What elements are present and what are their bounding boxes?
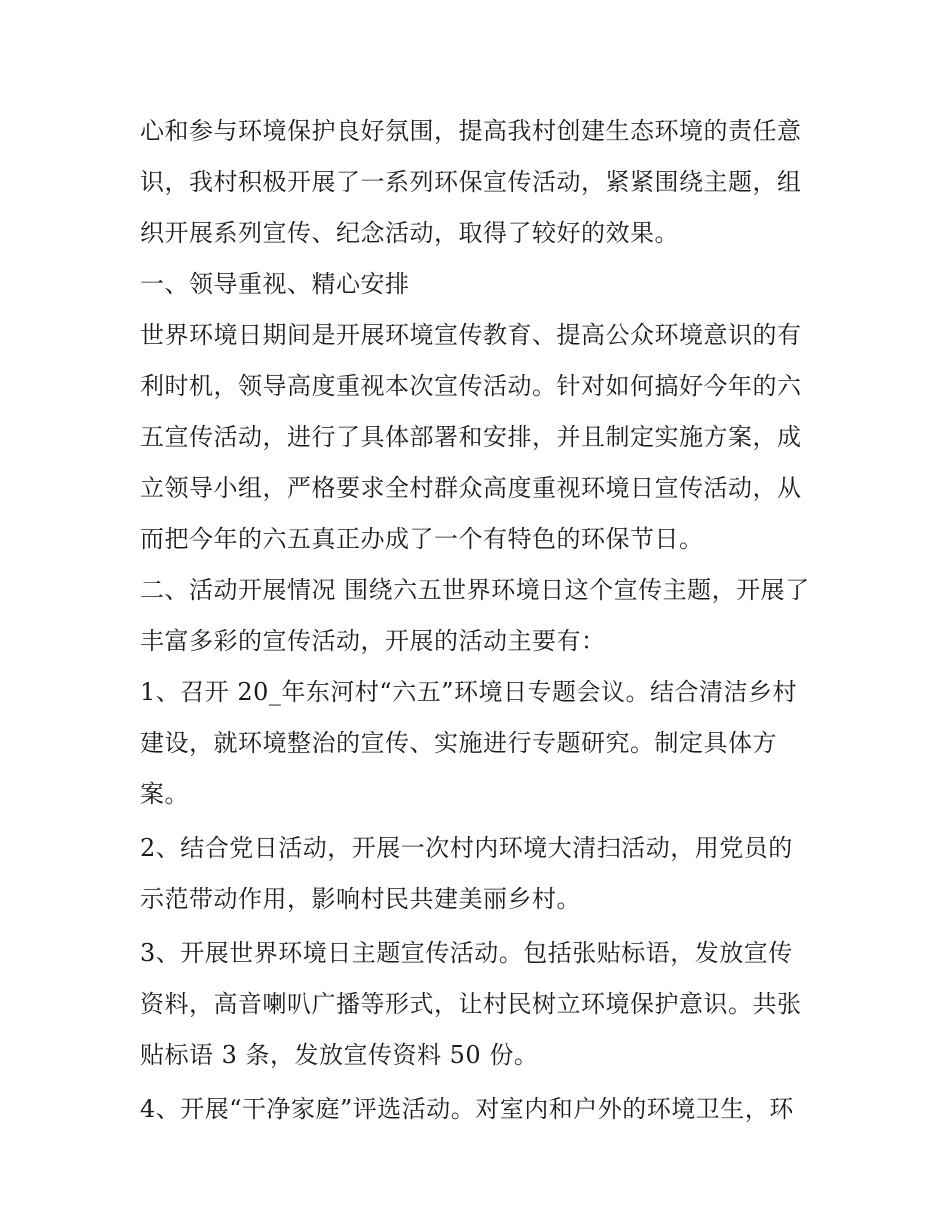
list-item-4: 4、开展“干净家庭”评选活动。对室内和户外的环境卫生，环 <box>140 1095 794 1123</box>
document-body <box>140 106 815 1135</box>
list-item-1: 1、召开 20_年东河村“六五”环境日专题会议。结合清洁乡村建设，就环境整治的宣传、实施进行专题研究。制定具体方案。 <box>140 678 797 808</box>
section-heading-activities: 二、活动开展情况 围绕六五世界环境日这个宣传主题，开展了丰富多彩的宣传活动，开展的活动主要有： <box>140 576 810 655</box>
paragraph-intro-continued: 心和参与环境保护良好氛围，提高我村创建生态环境的责任意识，我村积极开展了一系列环保宣传活动，紧紧围绕主题，组织开展系列宣传、纪念活动，取得了较好的效果。 <box>140 117 802 247</box>
section-heading-leadership: 一、领导重视、精心安排 <box>140 270 410 298</box>
paragraph-leadership: 世界环境日期间是开展环境宣传教育、提高公众环境意识的有利时机，领导高度重视本次宣传活动。针对如何搞好今年的六五宣传活动，进行了具体部署和安排，并且制定实施方案，成立领导小组，严格要求全村群众高度重视环境日宣传活动，从而把今年的六五真正办成了一个有特色的环保节日。 <box>140 321 802 553</box>
list-item-3: 3、开展世界环境日主题宣传活动。包括张贴标语，发放宣传资料，高音喇叭广播等形式，让村民树立环境保护意识。共张贴标语 3 条，发放宣传资料 50 份。 <box>140 939 802 1069</box>
list-item-2: 2、结合党日活动，开展一次村内环境大清扫活动，用党员的示范带动作用，影响村民共建美丽乡村。 <box>140 834 793 913</box>
